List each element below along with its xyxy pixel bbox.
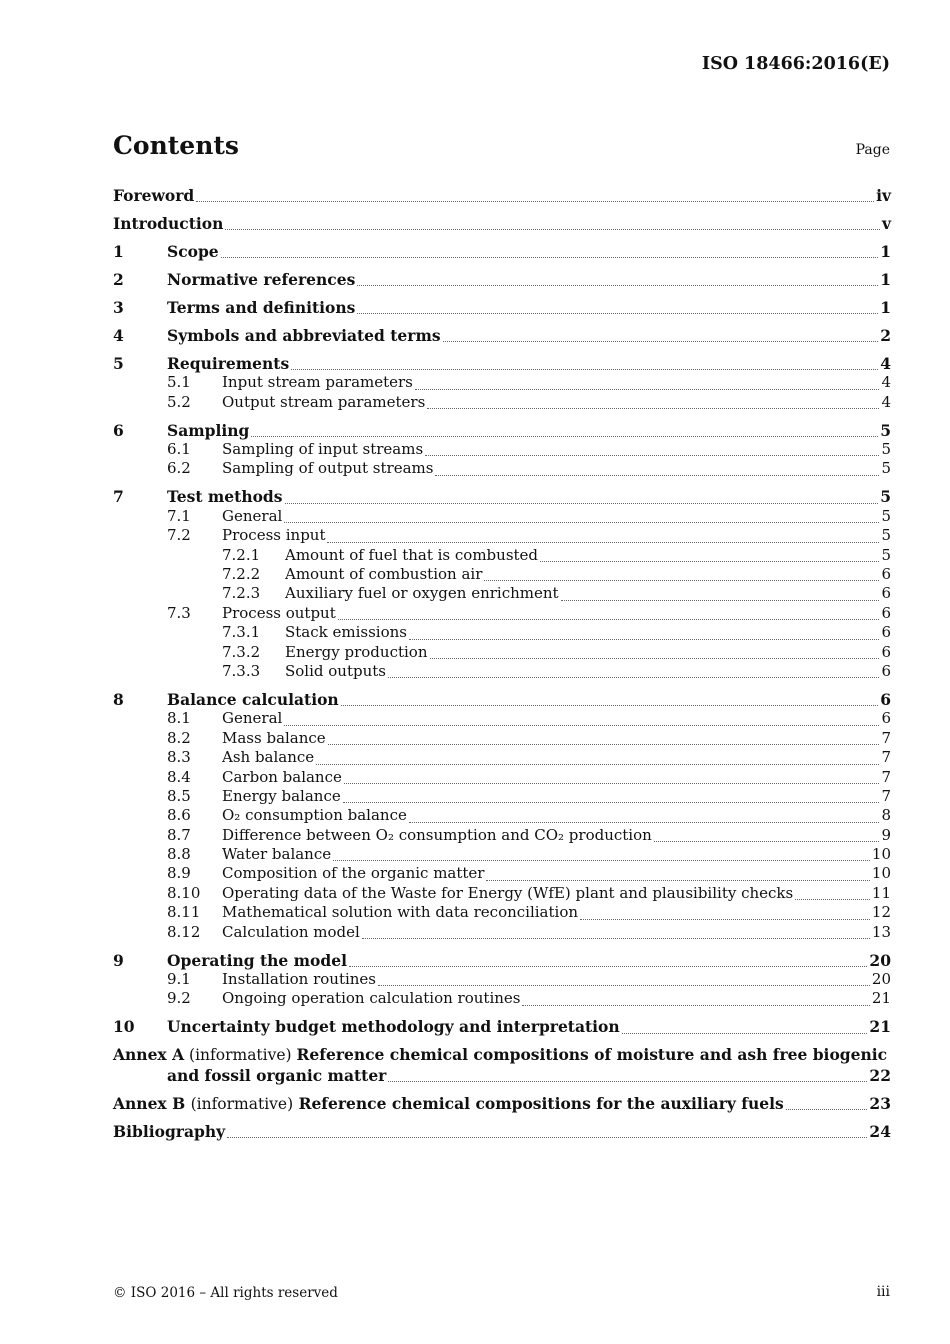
dot-leader	[425, 455, 879, 456]
toc-page-number: 24	[869, 1121, 891, 1141]
toc-entry[interactable]	[113, 186, 891, 205]
toc-entry[interactable]	[113, 459, 891, 478]
toc-entry[interactable]	[113, 845, 891, 864]
annex-title: Reference chemical compositions for the auxiliary fuels	[298, 1093, 784, 1113]
toc-section-number: 9.1	[167, 970, 191, 988]
toc-title: Calculation model	[222, 922, 360, 941]
page-column-label: Page	[855, 142, 890, 158]
toc-section-number: 5	[113, 353, 124, 373]
toc-title: Energy production	[285, 642, 428, 661]
dot-leader	[443, 341, 879, 342]
toc-annex-b[interactable]	[113, 1094, 891, 1113]
toc-page-number: 20	[869, 950, 891, 970]
toc-page-number: 5	[881, 526, 891, 545]
toc-page-number: 1	[880, 297, 891, 317]
page-number: iii	[876, 1284, 890, 1300]
annex-label: Annex A	[113, 1045, 185, 1065]
toc-entry[interactable]	[113, 787, 891, 806]
dot-leader	[333, 860, 870, 861]
dot-leader	[580, 919, 870, 920]
toc-title: Composition of the organic matter	[222, 864, 485, 883]
dot-leader	[388, 677, 879, 678]
dot-leader	[561, 600, 880, 601]
document-code: ISO 18466:2016(E)	[701, 54, 890, 74]
toc-entry[interactable]	[113, 507, 891, 526]
toc-page-number: 5	[880, 420, 891, 440]
toc-entry[interactable]	[113, 826, 891, 845]
toc-title: Carbon balance	[222, 767, 342, 786]
dot-leader	[486, 880, 869, 881]
copyright-notice: © ISO 2016 – All rights reserved	[113, 1285, 338, 1301]
dot-leader	[388, 1081, 867, 1082]
toc-entry[interactable]	[113, 709, 891, 728]
toc-page-number: 21	[869, 1017, 891, 1037]
toc-title: Stack emissions	[285, 623, 407, 642]
annex-title: Reference chemical compositions of moisture and ash free biogenic	[296, 1045, 888, 1065]
toc-section-number: 10	[113, 1017, 135, 1037]
toc-section-number: 8.8	[167, 845, 191, 864]
toc-entry[interactable]	[113, 421, 891, 440]
toc-title: Normative references	[167, 269, 356, 289]
toc-section-number: 6.2	[167, 459, 191, 478]
toc-title: Balance calculation	[167, 689, 339, 709]
dot-leader	[378, 985, 870, 986]
annex-title-continued: and fossil organic matter	[167, 1065, 387, 1085]
annex-label: Annex B	[113, 1093, 186, 1113]
toc-page-number: 7	[881, 748, 891, 767]
toc-title: Output stream parameters	[222, 392, 426, 411]
toc-section-number: 6	[113, 420, 124, 440]
toc-page-number: 10	[871, 845, 891, 864]
toc-entry[interactable]	[113, 806, 891, 825]
dot-leader	[622, 1033, 868, 1034]
toc-entry[interactable]	[113, 923, 891, 942]
toc-title: Water balance	[222, 845, 332, 864]
toc-title: Introduction	[113, 213, 224, 233]
toc-section-number: 8.12	[167, 922, 201, 941]
toc-page-number: 5	[881, 459, 891, 478]
toc-section-number: 8.10	[167, 883, 201, 902]
dot-leader	[357, 285, 878, 286]
toc-entry[interactable]	[113, 242, 891, 261]
toc-title: Scope	[167, 241, 219, 261]
toc-title: Input stream parameters	[222, 373, 413, 392]
toc-title: Process input	[222, 526, 326, 545]
toc-entry[interactable]	[113, 662, 891, 681]
toc-page-number: 6	[881, 709, 891, 728]
dot-leader	[291, 369, 878, 370]
toc-page-number: 4	[880, 353, 891, 373]
toc-entry[interactable]	[113, 214, 891, 233]
toc-entry[interactable]	[113, 565, 891, 584]
toc-title: Requirements	[167, 353, 290, 373]
toc-section-number: 8.3	[167, 748, 191, 767]
annex-type: (informative)	[190, 1094, 294, 1113]
toc-title: Process output	[222, 603, 336, 622]
toc-entry[interactable]	[113, 354, 891, 373]
toc-page-number: 1	[880, 269, 891, 289]
toc-section-number: 8.5	[167, 786, 191, 805]
toc-page-number: 12	[871, 903, 891, 922]
dot-leader	[251, 436, 878, 437]
toc-page-number: 9	[881, 825, 891, 844]
dot-leader	[522, 1005, 869, 1006]
toc-page-number: 5	[881, 545, 891, 564]
table-of-contents	[113, 186, 891, 1141]
dot-leader	[409, 822, 880, 823]
dot-leader	[196, 201, 874, 202]
toc-title: Auxiliary fuel or oxygen enrichment	[285, 584, 559, 603]
toc-entry[interactable]	[113, 623, 891, 642]
toc-entry[interactable]	[113, 643, 891, 662]
toc-title: Sampling of output streams	[222, 459, 434, 478]
dot-leader	[225, 229, 880, 230]
toc-entry[interactable]	[113, 903, 891, 922]
dot-leader	[285, 503, 879, 504]
toc-section-number: 3	[113, 297, 124, 317]
toc-entry[interactable]	[113, 270, 891, 289]
toc-page-number: 21	[871, 989, 891, 1008]
toc-entry[interactable]	[113, 326, 891, 345]
toc-page-number: 11	[871, 883, 891, 902]
toc-bibliography[interactable]	[113, 1122, 891, 1141]
toc-title: Ash balance	[222, 748, 315, 767]
contents-title: Contents	[113, 131, 240, 160]
toc-section-number: 8.9	[167, 864, 191, 883]
toc-page-number: 4	[881, 373, 891, 392]
toc-title: Operating the model	[167, 950, 347, 970]
toc-entry[interactable]	[113, 584, 891, 603]
toc-entry[interactable]	[113, 768, 891, 787]
toc-section-number: 7.2.2	[222, 565, 261, 583]
dot-leader	[344, 783, 880, 784]
toc-title: Installation routines	[222, 970, 376, 988]
dot-leader	[409, 639, 879, 640]
toc-entry[interactable]	[113, 970, 891, 989]
toc-entry[interactable]	[113, 298, 891, 317]
toc-section-number: 7.3.2	[222, 642, 261, 661]
toc-section-number: 1	[113, 241, 124, 261]
dot-leader	[795, 899, 870, 900]
toc-page-number: 6	[881, 603, 891, 622]
toc-entry[interactable]	[113, 864, 891, 883]
toc-section-number: 8.11	[167, 903, 201, 922]
toc-title: Bibliography	[113, 1121, 226, 1141]
toc-section-number: 4	[113, 325, 124, 345]
toc-section-number: 7.3.3	[222, 661, 261, 680]
toc-page-number: 2	[880, 325, 891, 345]
toc-section-number: 5.2	[167, 392, 191, 411]
toc-page-number: 5	[881, 506, 891, 525]
toc-title: Energy balance	[222, 786, 341, 805]
toc-section-number: 7.3.1	[222, 623, 261, 642]
dot-leader	[654, 841, 880, 842]
toc-page-number: 13	[871, 922, 891, 941]
toc-page-number: 7	[881, 728, 891, 747]
toc-title: Amount of fuel that is combusted	[285, 545, 539, 564]
toc-page-number: 7	[881, 786, 891, 805]
toc-title: Mathematical solution with data reconciliation	[222, 903, 579, 922]
toc-page-number: 6	[881, 565, 891, 583]
toc-page-number: 5	[880, 487, 891, 507]
toc-title: Test methods	[167, 487, 283, 507]
toc-page-number: 8	[881, 806, 891, 825]
toc-section-number: 8.4	[167, 767, 191, 786]
toc-title: Terms and definitions	[167, 297, 356, 317]
toc-page-number: 6	[881, 642, 891, 661]
toc-section-number: 8.7	[167, 825, 191, 844]
dot-leader	[341, 705, 878, 706]
toc-section-number: 9.2	[167, 989, 191, 1008]
toc-annex-a[interactable]	[113, 1045, 891, 1085]
toc-section-number: 8.1	[167, 709, 191, 728]
toc-title: Amount of combustion air	[285, 565, 483, 583]
toc-entry[interactable]	[113, 951, 891, 970]
toc-section-number: 7.1	[167, 506, 191, 525]
toc-section-number: 7	[113, 487, 124, 507]
toc-title: General	[222, 709, 283, 728]
toc-section-number: 7.2.1	[222, 545, 261, 564]
dot-leader	[484, 580, 879, 581]
toc-page-number: 20	[871, 970, 891, 988]
toc-title: Sampling	[167, 420, 250, 440]
toc-entry[interactable]	[113, 690, 891, 709]
toc-title: O₂ consumption balance	[222, 806, 407, 825]
toc-entry[interactable]	[113, 748, 891, 767]
toc-page-number: 7	[881, 767, 891, 786]
toc-entry[interactable]	[113, 487, 891, 506]
toc-entry[interactable]	[113, 373, 891, 392]
dot-leader	[435, 475, 879, 476]
toc-title: Mass balance	[222, 728, 326, 747]
toc-page-number: iv	[876, 186, 891, 205]
dot-leader	[227, 1137, 867, 1138]
toc-entry[interactable]	[113, 526, 891, 545]
toc-entry[interactable]	[113, 989, 891, 1008]
toc-page-number: 5	[881, 440, 891, 459]
toc-title: Foreword	[113, 186, 195, 205]
toc-page-number: 4	[881, 392, 891, 411]
toc-page-number: 10	[871, 864, 891, 883]
toc-page-number: 23	[869, 1093, 891, 1113]
toc-section-number: 7.3	[167, 603, 191, 622]
toc-entry[interactable]	[113, 729, 891, 748]
dot-leader	[316, 764, 879, 765]
toc-title: General	[222, 506, 283, 525]
dot-leader	[338, 619, 880, 620]
toc-entry[interactable]	[113, 393, 891, 412]
dot-leader	[284, 725, 879, 726]
dot-leader	[540, 561, 879, 562]
toc-entry[interactable]	[113, 604, 891, 623]
toc-section-number: 2	[113, 269, 124, 289]
toc-title: Difference between O₂ consumption and CO₂ production	[222, 825, 652, 844]
toc-title: Sampling of input streams	[222, 440, 424, 459]
toc-section-number: 5.1	[167, 373, 191, 392]
toc-page-number: 1	[880, 241, 891, 261]
toc-page-number: v	[881, 213, 891, 233]
dot-leader	[328, 744, 880, 745]
toc-entry[interactable]	[113, 1017, 891, 1036]
toc-entry[interactable]	[113, 440, 891, 459]
dot-leader	[430, 658, 880, 659]
dot-leader	[362, 938, 870, 939]
toc-page-number: 6	[881, 623, 891, 642]
toc-page-number: 6	[880, 689, 891, 709]
toc-section-number: 8.6	[167, 806, 191, 825]
dot-leader	[786, 1109, 868, 1110]
toc-section-number: 7.2	[167, 526, 191, 545]
toc-section-number: 6.1	[167, 440, 191, 459]
toc-title: Symbols and abbreviated terms	[167, 325, 441, 345]
dot-leader	[284, 522, 879, 523]
toc-section-number: 8	[113, 689, 124, 709]
dot-leader	[427, 408, 879, 409]
toc-section-number: 7.2.3	[222, 584, 261, 603]
dot-leader	[357, 313, 878, 314]
dot-leader	[327, 542, 879, 543]
toc-section-number: 8.2	[167, 728, 191, 747]
dot-leader	[343, 802, 880, 803]
toc-section-number: 9	[113, 950, 124, 970]
toc-page-number: 6	[881, 661, 891, 680]
toc-page-number: 22	[869, 1065, 891, 1085]
dot-leader	[415, 389, 880, 390]
toc-title: Uncertainty budget methodology and interpretation	[167, 1017, 620, 1037]
dot-leader	[221, 257, 879, 258]
dot-leader	[349, 966, 867, 967]
annex-type: (informative)	[189, 1046, 292, 1065]
toc-title: Ongoing operation calculation routines	[222, 989, 521, 1008]
toc-title: Operating data of the Waste for Energy (WfE) plant and plausibility checks	[222, 883, 794, 902]
toc-entry[interactable]	[113, 546, 891, 565]
toc-title: Solid outputs	[285, 661, 386, 680]
toc-page-number: 6	[881, 584, 891, 603]
toc-entry[interactable]	[113, 884, 891, 903]
